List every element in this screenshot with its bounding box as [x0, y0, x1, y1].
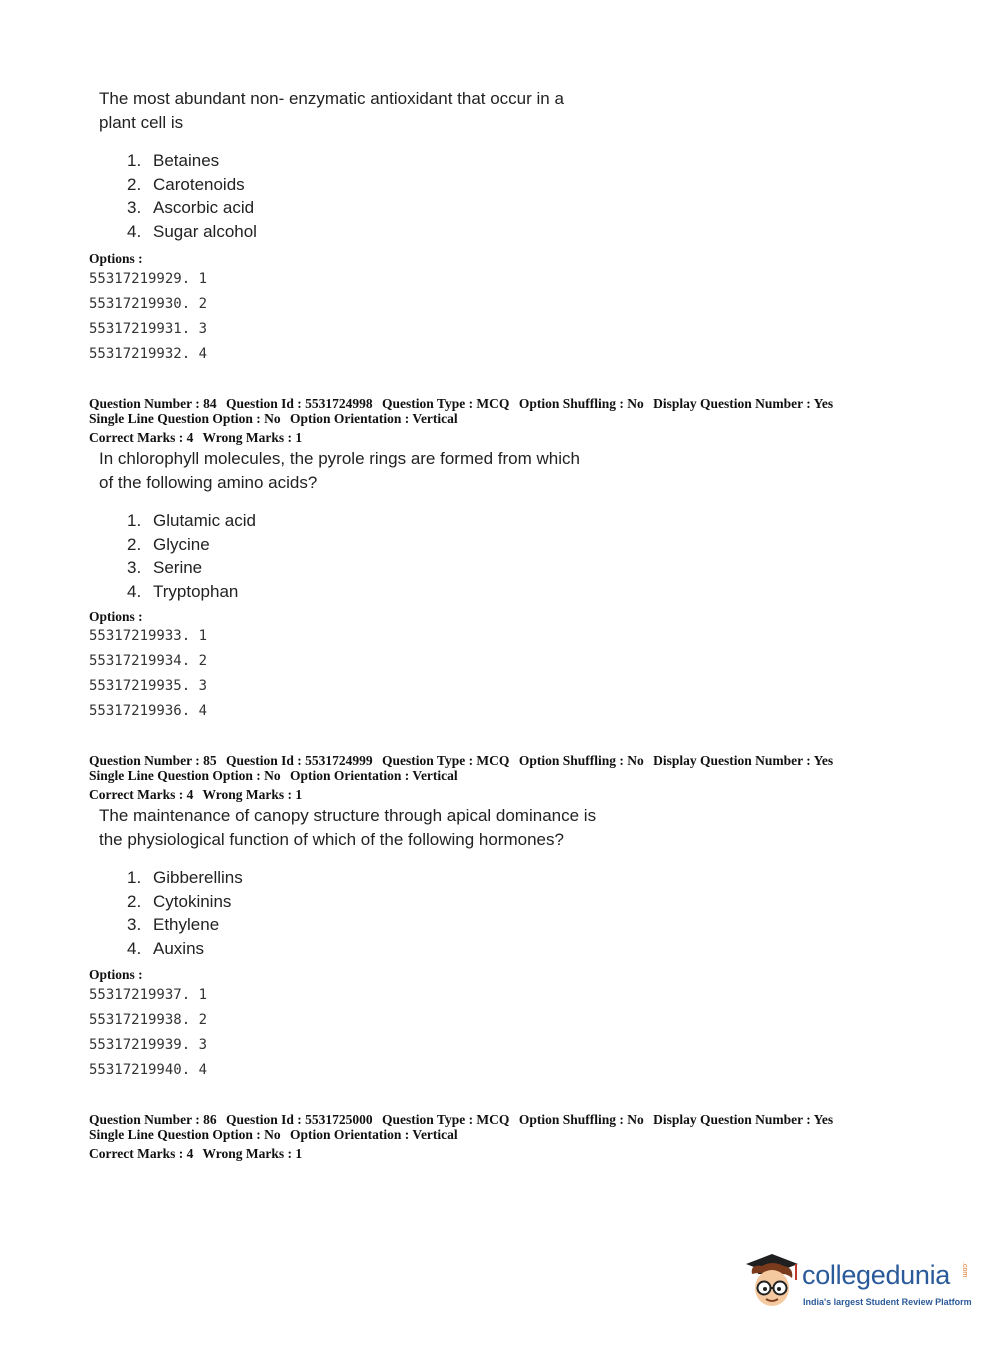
question-text: [99, 87, 659, 134]
option-id-list: [89, 983, 207, 1083]
option-id-list: [89, 624, 207, 724]
mascot-icon: [742, 1250, 800, 1314]
options-label: Options :: [89, 609, 143, 624]
question-line: In chlorophyll molecules, the pyrole rings are formed from which: [99, 449, 580, 468]
answer-choice: 4. Tryptophan: [127, 581, 239, 601]
question-line: The maintenance of canopy structure through apical dominance is: [99, 806, 597, 825]
answer-choice-list: [127, 866, 243, 960]
option-id: 55317219937. 1: [89, 987, 208, 1003]
collegedunia-logo: [742, 1250, 972, 1320]
question-line: The most abundant non- enzymatic antioxidant that occur in a: [99, 89, 564, 108]
question-line: the physiological function of which of the following hormones?: [99, 829, 564, 849]
meta-line: Correct Marks : 4 Wrong Marks : 1: [89, 787, 303, 802]
logo-wordmark: collegedunia: [802, 1260, 951, 1290]
question-line: plant cell is: [99, 112, 184, 132]
answer-choice: 2. Cytokinins: [127, 891, 232, 911]
meta-line: Question Number : 85 Question Id : 5531724999 Question Type : MCQ Option Shuffling : No Display Question Number : Yes: [89, 753, 834, 768]
option-id: 55317219930. 2: [89, 296, 208, 312]
answer-choice: 2. Glycine: [127, 534, 210, 554]
option-id-list: [89, 267, 207, 367]
logo-suffix: .com: [961, 1262, 968, 1278]
option-id: 55317219939. 3: [89, 1037, 208, 1053]
answer-choice: 1. Glutamic acid: [127, 511, 256, 530]
answer-choice: 3. Ethylene: [127, 915, 220, 934]
question-text: [99, 447, 659, 494]
meta-line: Question Number : 84 Question Id : 5531724998 Question Type : MCQ Option Shuffling : No Display Question Number : Yes: [89, 396, 834, 411]
answer-choice: 4. Sugar alcohol: [127, 221, 257, 241]
option-id: 55317219940. 4: [89, 1062, 208, 1078]
meta-line: Correct Marks : 4 Wrong Marks : 1: [89, 1146, 303, 1161]
meta-line: Question Number : 86 Question Id : 5531725000 Question Type : MCQ Option Shuffling : No Display Question Number : Yes: [89, 1112, 834, 1127]
answer-choice-list: [127, 509, 256, 603]
question-meta: [89, 1112, 919, 1161]
option-id: 55317219935. 3: [89, 678, 208, 694]
option-id: 55317219938. 2: [89, 1012, 208, 1028]
meta-line: Single Line Question Option : No Option Orientation : Vertical: [89, 411, 458, 426]
answer-choice: 3. Ascorbic acid: [127, 198, 255, 217]
answer-choice: 3. Serine: [127, 558, 203, 577]
option-id: 55317219933. 1: [89, 628, 208, 644]
logo-tagline: India's largest Student Review Platform: [803, 1297, 972, 1307]
option-id: 55317219932. 4: [89, 346, 208, 362]
answer-choice: 2. Carotenoids: [127, 174, 245, 194]
question-line: of the following amino acids?: [99, 472, 318, 492]
option-id: 55317219931. 3: [89, 321, 208, 337]
question-meta: [89, 396, 919, 445]
option-id: 55317219936. 4: [89, 703, 208, 719]
options-label: Options :: [89, 967, 143, 982]
option-id: 55317219934. 2: [89, 653, 208, 669]
meta-line: Correct Marks : 4 Wrong Marks : 1: [89, 430, 303, 445]
meta-line: Single Line Question Option : No Option Orientation : Vertical: [89, 768, 458, 783]
options-label: Options :: [89, 251, 143, 266]
answer-choice-list: [127, 149, 257, 243]
question-text: [99, 804, 659, 851]
question-meta: [89, 753, 919, 802]
meta-line: Single Line Question Option : No Option Orientation : Vertical: [89, 1127, 458, 1142]
option-id: 55317219929. 1: [89, 271, 208, 287]
answer-choice: 1. Gibberellins: [127, 868, 243, 887]
answer-choice: 4. Auxins: [127, 938, 205, 958]
answer-choice: 1. Betaines: [127, 151, 220, 170]
